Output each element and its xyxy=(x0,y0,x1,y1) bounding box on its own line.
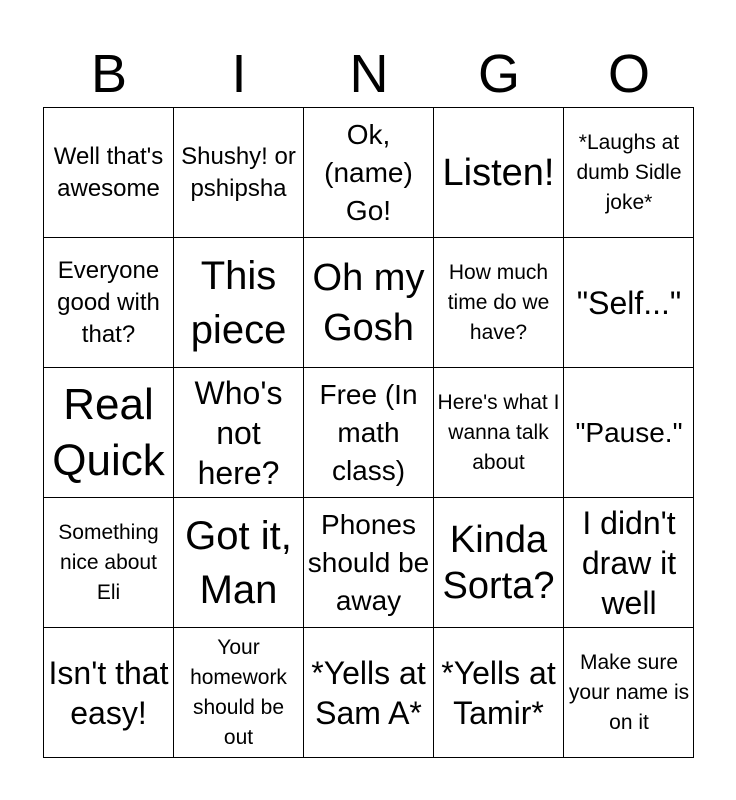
bingo-board xyxy=(43,107,694,758)
bingo-cell[interactable] xyxy=(44,238,174,368)
cell-text: Ok, (name) Go! xyxy=(324,118,413,226)
cell-text: Isn't that easy! xyxy=(48,655,169,731)
bingo-cell[interactable] xyxy=(564,368,694,498)
cell-text: *Yells at Sam A* xyxy=(311,655,426,731)
cell-text: Who's not here? xyxy=(194,374,283,491)
cell-text: Real Quick xyxy=(52,379,165,485)
cell-text: *Laughs at dumb Sidle joke* xyxy=(576,130,682,214)
bingo-cell[interactable] xyxy=(304,628,434,758)
bingo-cell[interactable] xyxy=(564,498,694,628)
cell-text: This piece xyxy=(190,253,287,352)
bingo-cell[interactable] xyxy=(44,368,174,498)
cell-text: Everyone good with that? xyxy=(57,256,160,348)
cell-text: Oh my Gosh xyxy=(312,256,425,349)
bingo-cell[interactable] xyxy=(44,498,174,628)
header-letter-g: G xyxy=(477,44,520,104)
cell-text: Listen! xyxy=(442,151,555,194)
cell-text: *Yells at Tamir* xyxy=(441,655,556,731)
bingo-cell[interactable] xyxy=(174,498,304,628)
cell-text: Make sure your name is on it xyxy=(568,651,690,734)
bingo-cell[interactable] xyxy=(434,368,564,498)
cell-text: "Pause." xyxy=(575,416,683,448)
cell-text: Got it, Man xyxy=(185,513,292,612)
header-letter-o: O xyxy=(607,44,650,104)
cell-text: Your homework should be out xyxy=(190,636,287,749)
header-letter-n: N xyxy=(349,44,389,104)
cell-text: Shushy! or pshipsha xyxy=(181,142,296,202)
bingo-cell[interactable] xyxy=(44,628,174,758)
cell-text: Well that's awesome xyxy=(53,142,164,202)
cell-text: Something nice about Eli xyxy=(58,520,159,604)
bingo-cell[interactable] xyxy=(304,498,434,628)
header-letter-b: B xyxy=(90,44,128,104)
cell-text: "Self..." xyxy=(576,284,682,321)
bingo-cell[interactable] xyxy=(174,368,304,498)
bingo-cell[interactable] xyxy=(174,628,304,758)
cell-text: I didn't draw it well xyxy=(581,504,677,621)
bingo-cell[interactable] xyxy=(434,238,564,368)
bingo-cell[interactable] xyxy=(44,108,174,238)
bingo-cell[interactable] xyxy=(564,628,694,758)
bingo-cell[interactable] xyxy=(304,238,434,368)
bingo-cell[interactable] xyxy=(304,108,434,238)
bingo-cell[interactable] xyxy=(564,108,694,238)
header-letter-i: I xyxy=(231,44,247,104)
bingo-cell[interactable] xyxy=(564,238,694,368)
bingo-cell[interactable] xyxy=(174,108,304,238)
bingo-cell[interactable] xyxy=(434,108,564,238)
bingo-cell[interactable] xyxy=(174,238,304,368)
cell-text: Free (In math class) xyxy=(319,378,418,486)
cell-text: How much time do we have? xyxy=(447,260,550,344)
cell-text: Here's what I wanna talk about xyxy=(437,390,560,474)
cell-text: Kinda Sorta? xyxy=(442,518,555,607)
bingo-header xyxy=(44,40,694,108)
bingo-cell[interactable] xyxy=(434,498,564,628)
cell-text: Phones should be away xyxy=(307,508,430,616)
bingo-cell[interactable] xyxy=(304,368,434,498)
bingo-cell[interactable] xyxy=(434,628,564,758)
